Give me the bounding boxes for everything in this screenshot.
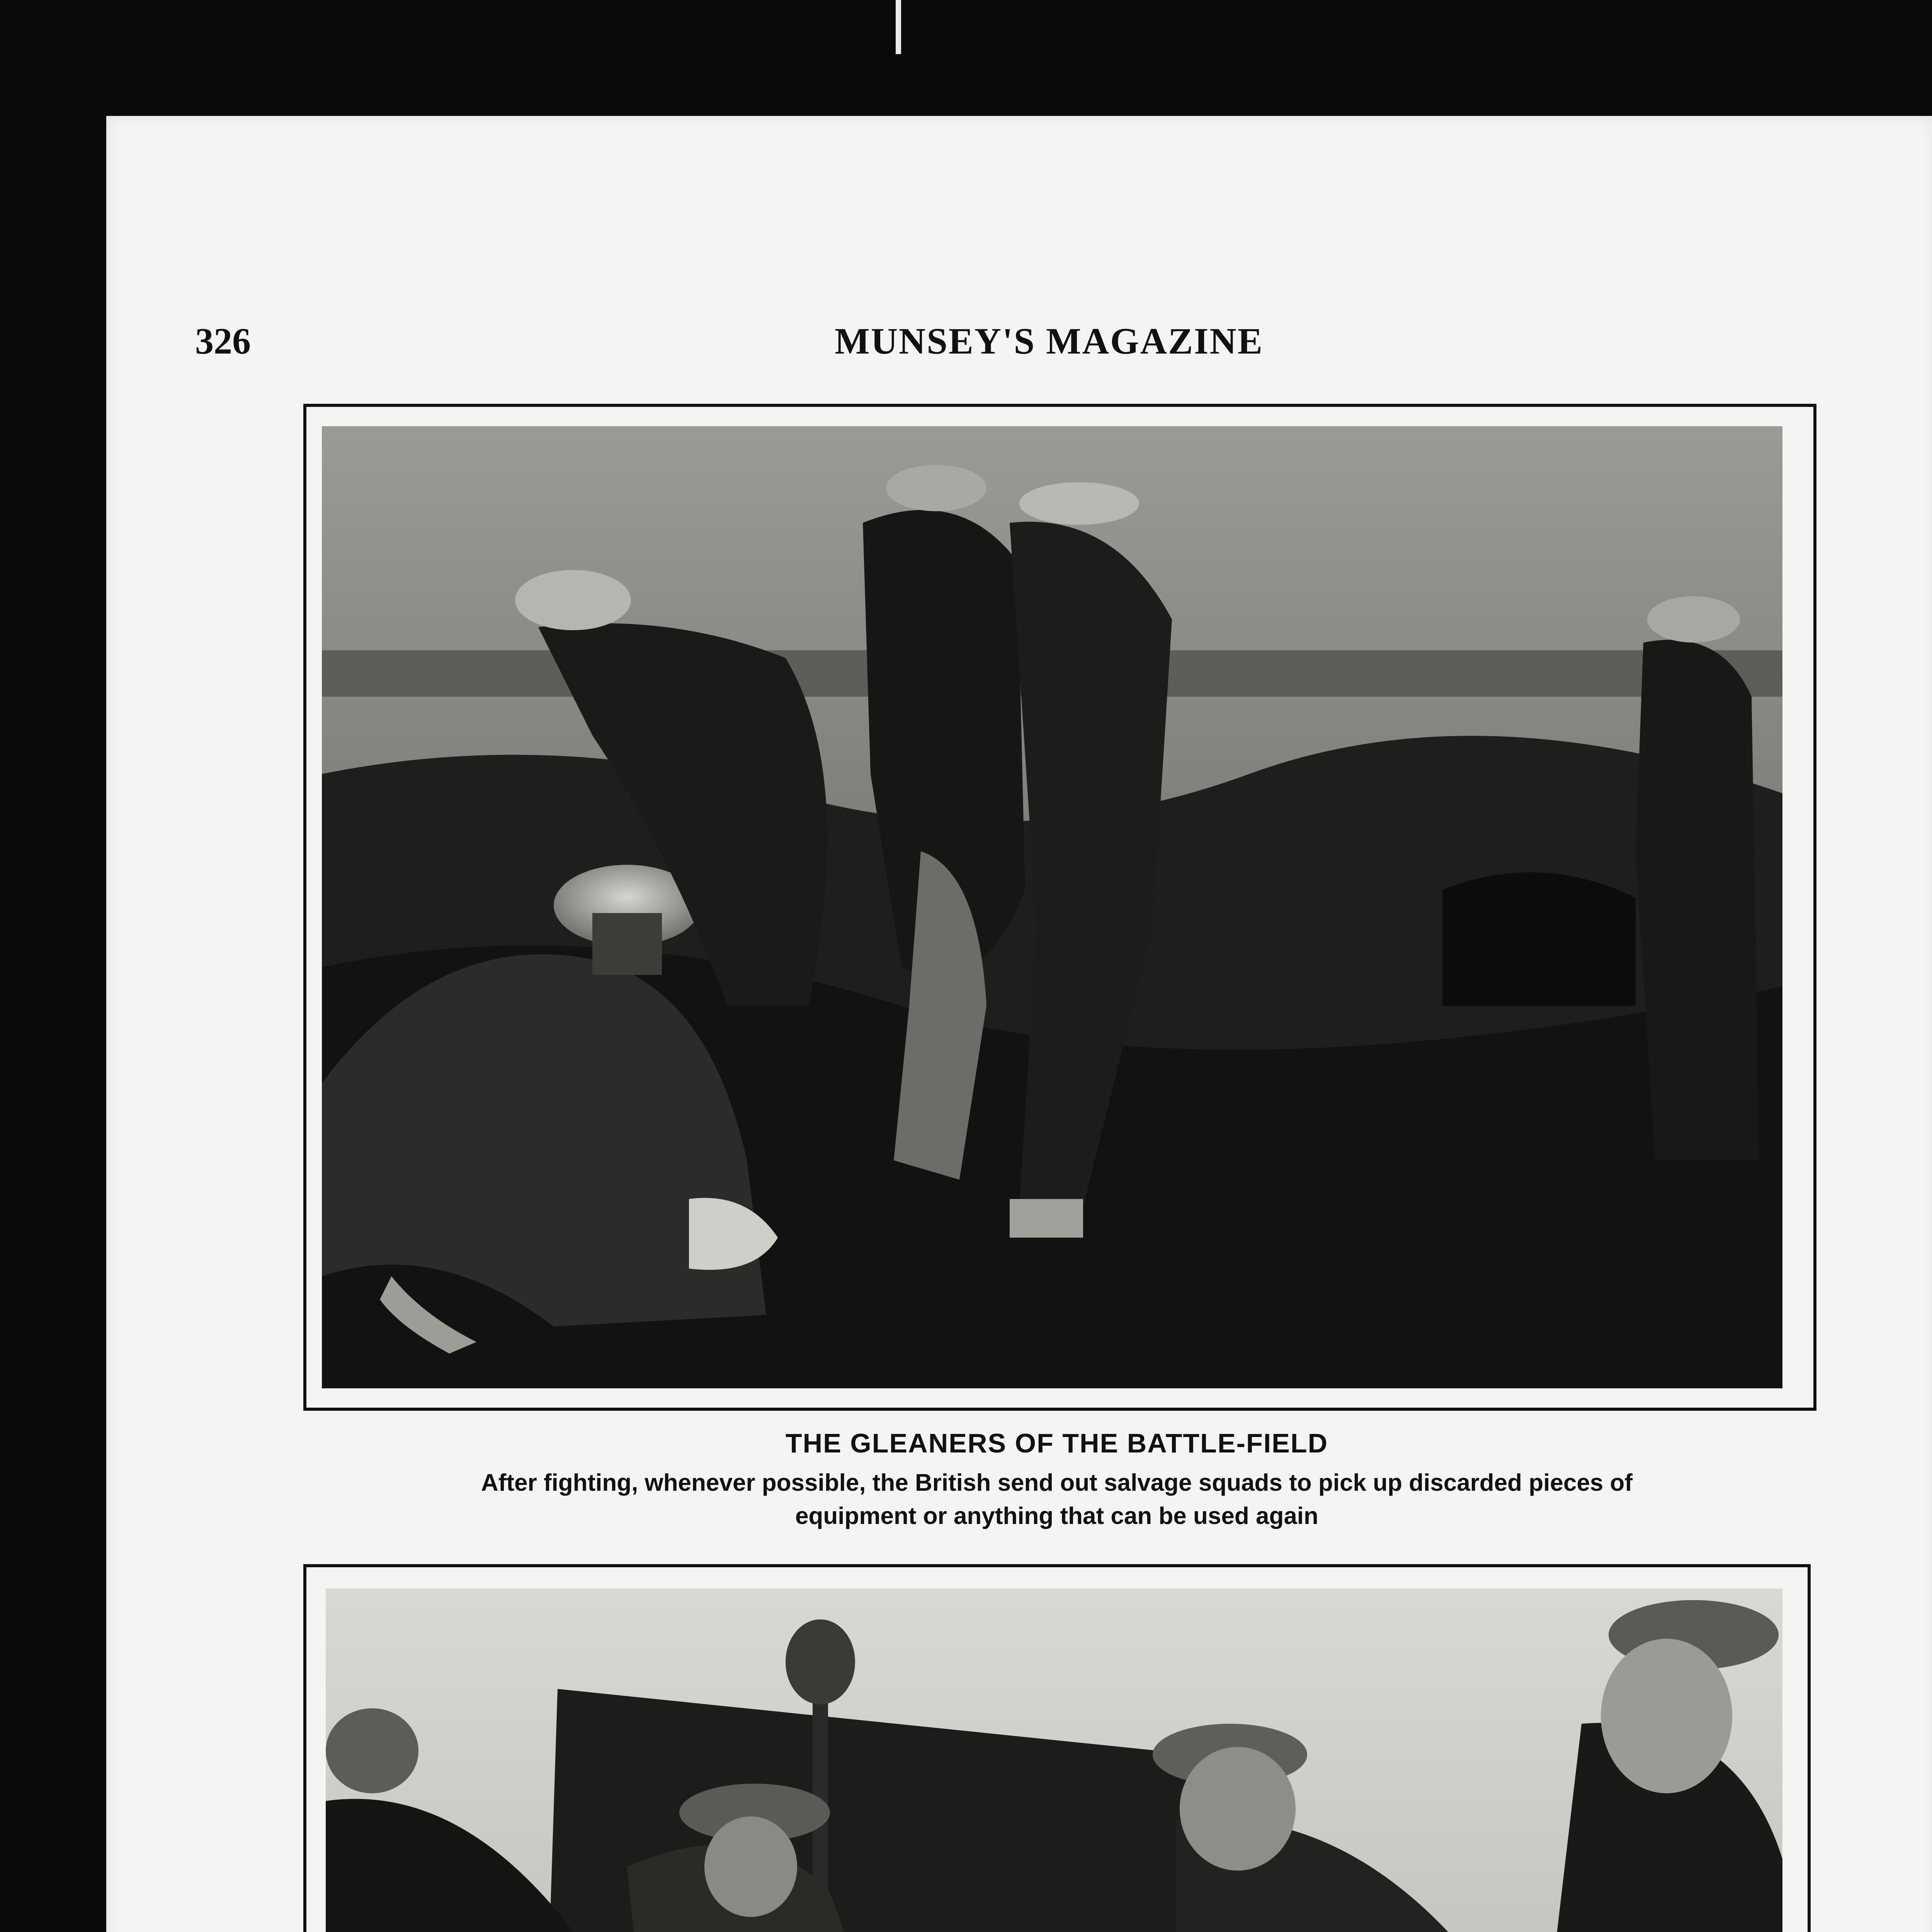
page-number: 326 [195, 320, 251, 362]
photo-gunners-image [326, 1588, 1782, 1932]
caption-title-gleaners: THE GLEANERS OF THE BATTLE-FIELD [785, 1428, 1328, 1458]
photo-gunners [326, 1588, 1782, 1932]
caption-line: equipment or anything that can be used again [795, 1503, 1318, 1529]
photo-gleaners-image [322, 426, 1782, 1388]
photo-frame-bottom [303, 1564, 1811, 1932]
photo-frame-top [303, 404, 1816, 1411]
photo-gleaners [322, 426, 1782, 1388]
running-head: MUNSEY'S MAGAZINE [835, 320, 1264, 362]
caption-line: After fighting, whenever possible, the British send out salvage squads to pick up discarded pieces of [481, 1469, 1633, 1496]
scan-mark [896, 0, 901, 54]
caption-body-gleaners [303, 1466, 1810, 1533]
